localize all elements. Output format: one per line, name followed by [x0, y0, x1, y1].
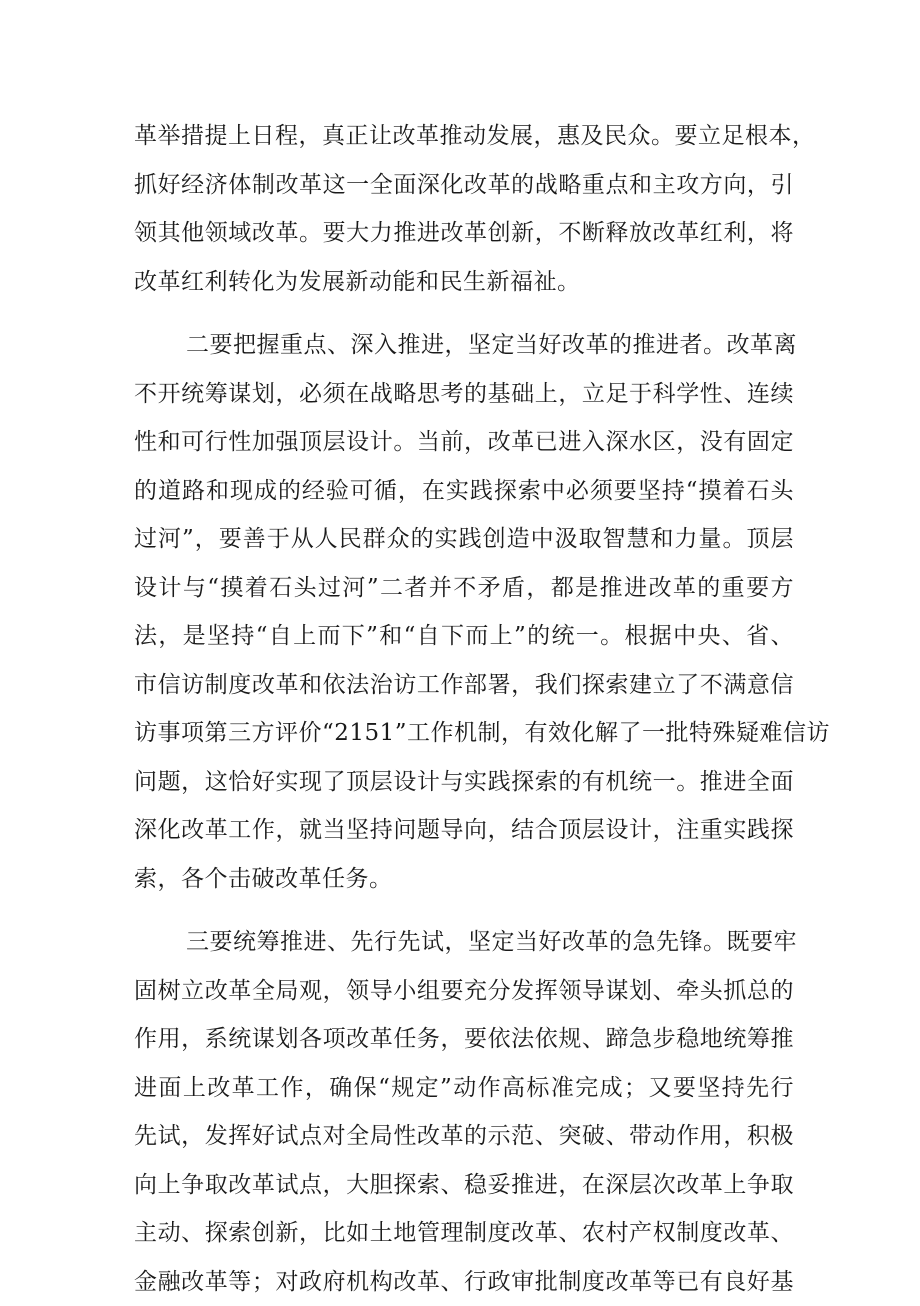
text-line: 改革红利转化为发展新动能和民生新福祉。: [134, 258, 794, 307]
text-line: 索，各个击破改革任务。: [134, 855, 794, 904]
text-line: 先试，发挥好试点对全局性改革的示范、突破、带动作用，积极: [134, 1112, 794, 1161]
text-line: 性和可行性加强顶层设计。当前，改革已进入深水区，没有固定: [134, 418, 794, 467]
text-line: 设计与“摸着石头过河”二者并不矛盾，都是推进改革的重要方: [134, 564, 794, 613]
paragraph-1: [134, 112, 794, 306]
text-line: 问题，这恰好实现了顶层设计与实践探索的有机统一。推进全面: [134, 758, 794, 807]
paragraph-gap: [134, 306, 794, 321]
text-line: 法，是坚持“自上而下”和“自下而上”的统一。根据中央、省、: [134, 612, 794, 661]
paragraph-2: [134, 321, 794, 903]
text-line: 不开统筹谋划，必须在战略思考的基础上，立足于科学性、连续: [134, 370, 794, 419]
text-line: 抓好经济体制改革这一全面深化改革的战略重点和主攻方向，引: [134, 161, 794, 210]
text-line: 向上争取改革试点，大胆探索、稳妥推进，在深层次改革上争取: [134, 1161, 794, 1210]
text-line: 进面上改革工作，确保“规定”动作高标准完成；又要坚持先行: [134, 1064, 794, 1113]
text-line: 革举措提上日程，真正让改革推动发展，惠及民众。要立足根本，: [134, 112, 794, 161]
paragraph-gap: [134, 903, 794, 918]
paragraph-3: [134, 918, 794, 1306]
text-line: 领其他领域改革。要大力推进改革创新，不断释放改革红利，将: [134, 209, 794, 258]
text-line: 访事项第三方评价“2151”工作机制，有效化解了一批特殊疑难信访: [134, 709, 794, 758]
text-line: 市信访制度改革和依法治访工作部署，我们探索建立了不满意信: [134, 661, 794, 710]
text-line: 深化改革工作，就当坚持问题导向，结合顶层设计，注重实践探: [134, 806, 794, 855]
text-line: 金融改革等；对政府机构改革、行政审批制度改革等已有良好基: [134, 1258, 794, 1306]
document-body: [134, 112, 794, 1306]
text-line: 三要统筹推进、先行先试，坚定当好改革的急先锋。既要牢: [134, 918, 794, 967]
text-line: 固树立改革全局观，领导小组要充分发挥领导谋划、牵头抓总的: [134, 967, 794, 1016]
text-line: 过河”，要善于从人民群众的实践创造中汲取智慧和力量。顶层: [134, 515, 794, 564]
text-line: 主动、探索创新，比如土地管理制度改革、农村产权制度改革、: [134, 1209, 794, 1258]
text-line: 的道路和现成的经验可循，在实践探索中必须要坚持“摸着石头: [134, 467, 794, 516]
text-line: 二要把握重点、深入推进，坚定当好改革的推进者。改革离: [134, 321, 794, 370]
text-line: 作用，系统谋划各项改革任务，要依法依规、蹄急步稳地统筹推: [134, 1015, 794, 1064]
